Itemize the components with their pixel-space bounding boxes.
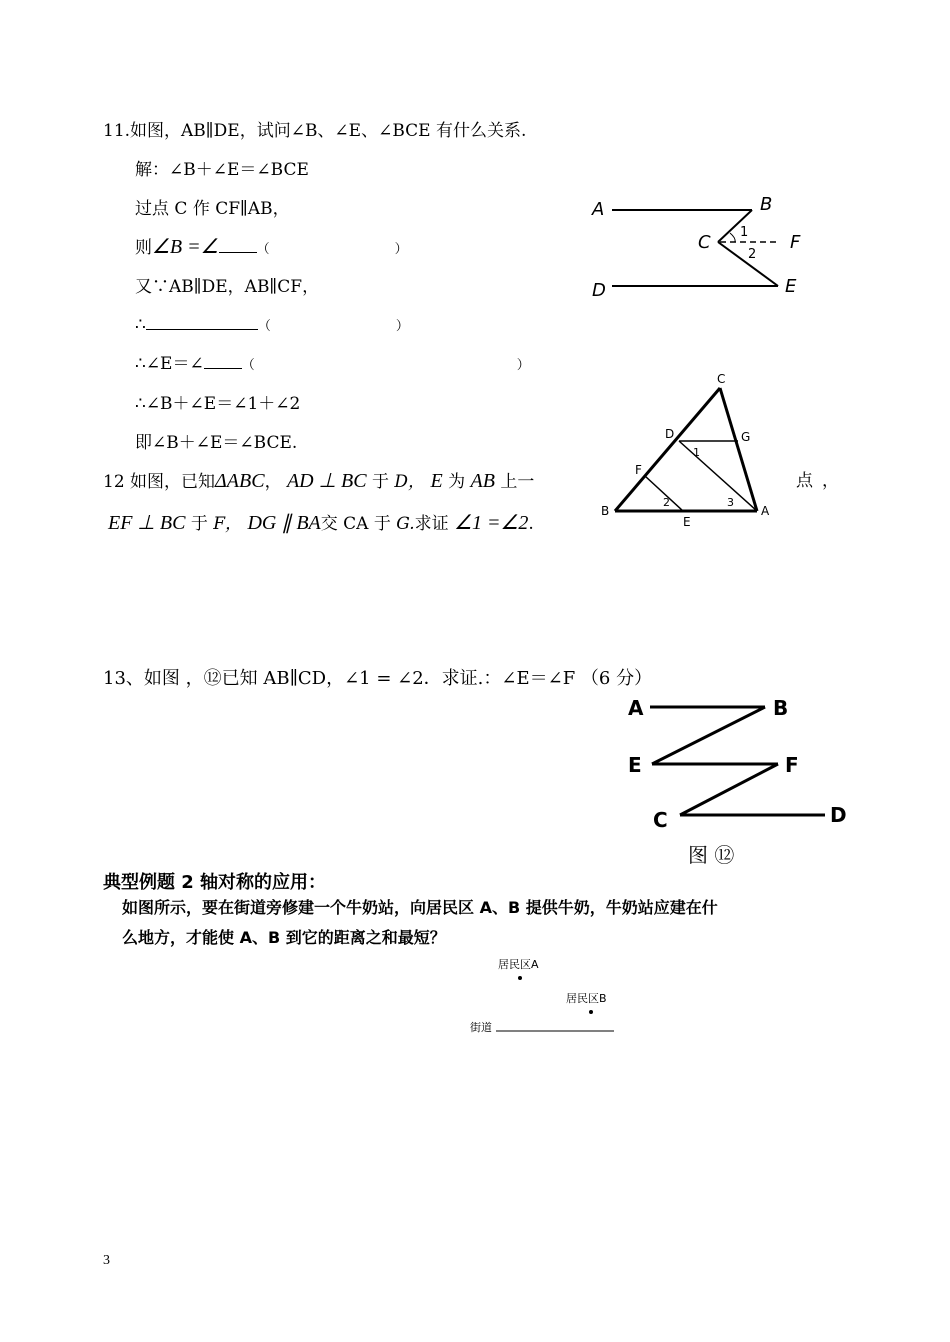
ex2-label-a: 居民区A <box>498 958 539 971</box>
q11-step5 <box>135 353 530 377</box>
fig11-label-e: E <box>785 276 797 297</box>
q12-math-ab: AB <box>470 470 495 492</box>
q11-step1: 过点 C 作 CF∥AB， <box>135 199 290 219</box>
fig11-label-2: 2 <box>748 247 757 262</box>
q12-text-c: 于 <box>372 472 390 492</box>
fig12-label-2: 2 <box>663 496 670 509</box>
q12-text-prove: 求证 <box>414 514 449 534</box>
q11-step5-pre: ∴∠E＝∠ <box>135 354 204 374</box>
example2-line1: 如图所示，要在街道旁修建一个牛奶站，向居民区 A、B 提供牛奶，牛奶站应建在什 <box>122 898 718 917</box>
fig13-label-a: A <box>628 696 644 720</box>
page-number: 3 <box>103 1253 110 1268</box>
q11-step6: ∴∠B＋∠E＝∠1＋∠2 <box>135 394 301 414</box>
q12-text-period: . <box>528 514 534 534</box>
fig13-label-d: D <box>830 803 847 827</box>
q11-step4 <box>135 314 409 338</box>
q12-text-f2: F， <box>213 514 243 534</box>
q11-step2-blank[interactable] <box>219 238 257 253</box>
q11-step4-blank[interactable] <box>146 315 258 330</box>
q11-step2-paren-close: ） <box>394 242 408 257</box>
example2-heading: 典型例题 2 轴对称的应用： <box>103 872 327 893</box>
q11-step4-paren-open: （ <box>257 319 271 334</box>
fig12-label-d: D <box>665 427 675 441</box>
q11-step3: 又∵AB∥DE，AB∥CF， <box>135 277 320 297</box>
ex2-label-b: 居民区B <box>566 992 607 1005</box>
fig11-label-f: F <box>790 232 801 253</box>
q12-math-e: E <box>430 470 443 492</box>
q13-text: 13、如图 ，⑫已知 AB∥CD，∠1 = ∠2．求证.：∠E＝∠F （6 分） <box>103 668 653 689</box>
q12-figure <box>595 368 780 533</box>
fig12-label-c: C <box>717 372 726 386</box>
q11-step2 <box>135 236 408 261</box>
q11-step4-pre: ∴ <box>135 315 146 335</box>
q12-text-d: D， <box>394 472 426 492</box>
fig13-label-b: B <box>773 696 789 720</box>
fig12-label-1: 1 <box>693 446 700 459</box>
fig12-label-g: G <box>741 430 751 444</box>
fig12-label-b: B <box>601 504 610 518</box>
ex2-label-street: 街道 <box>470 1021 492 1034</box>
q11-step2-math: ∠B =∠ <box>152 236 219 258</box>
q12-text-g: G. <box>396 514 415 534</box>
fig11-label-b: B <box>760 194 773 215</box>
q11-figure <box>580 190 810 305</box>
q12-line1 <box>103 470 534 493</box>
ex2-point-a <box>518 976 522 980</box>
fig12-label-e: E <box>683 515 691 529</box>
fig11-label-c: C <box>698 232 711 253</box>
q11-step7: 即∠B＋∠E＝∠BCE. <box>135 433 298 453</box>
q12-text-yu: 于 <box>190 514 208 534</box>
fig12-label-a: A <box>761 504 770 518</box>
q12-point-word: 点 <box>796 471 813 491</box>
fig13-label-c: C <box>653 808 668 832</box>
q13-figure <box>620 690 855 870</box>
q12-math-ad-bc: AD ⊥ BC <box>286 470 367 492</box>
fig12-label-f: F <box>635 463 642 477</box>
q11-step2-paren-open: （ <box>256 242 270 257</box>
q11-step5-paren-close: ） <box>516 358 530 373</box>
q11-step5-paren-open: （ <box>241 358 255 373</box>
fig12-label-3: 3 <box>727 496 734 509</box>
q12-math-dg-ba: DG ∥ BA <box>247 512 321 534</box>
q12-text-f: 上一 <box>500 472 535 492</box>
ex2-point-b <box>589 1010 593 1014</box>
fig13-label-f: F <box>785 753 799 777</box>
q11-step2-pre: 则 <box>135 238 152 258</box>
fig11-label-a: A <box>592 199 605 220</box>
q12-text-b: ， <box>264 472 282 492</box>
fig13-label-e: E <box>628 753 642 777</box>
q12-math-ef-bc: EF ⊥ BC <box>108 512 186 534</box>
q11-answer: 解：∠B＋∠E＝∠BCE <box>135 160 309 180</box>
q12-math-abc: ΔABC <box>215 470 265 492</box>
q12-math-angles: ∠1 =∠2 <box>454 512 529 534</box>
q11-step5-blank[interactable] <box>204 354 242 369</box>
q12-comma: ， <box>822 471 839 491</box>
q12-line2 <box>108 512 534 535</box>
q12-text-e: 为 <box>448 472 466 492</box>
fig11-label-1: 1 <box>740 225 749 240</box>
example2-figure <box>468 950 628 1040</box>
q12-text-a: 12 如图，已知 <box>103 472 216 492</box>
q11-step4-paren-close: ） <box>395 319 409 334</box>
example2-line2: 么地方，才能使 A、B 到它的距离之和最短？ <box>122 928 446 947</box>
fig11-label-d: D <box>592 280 606 301</box>
q12-text-jiao: 交 CA 于 <box>320 514 391 534</box>
q11-title: 11.如图，AB∥DE，试问∠B、∠E、∠BCE 有什么关系. <box>103 121 527 141</box>
fig13-caption: 图 ⑫ <box>688 843 735 867</box>
